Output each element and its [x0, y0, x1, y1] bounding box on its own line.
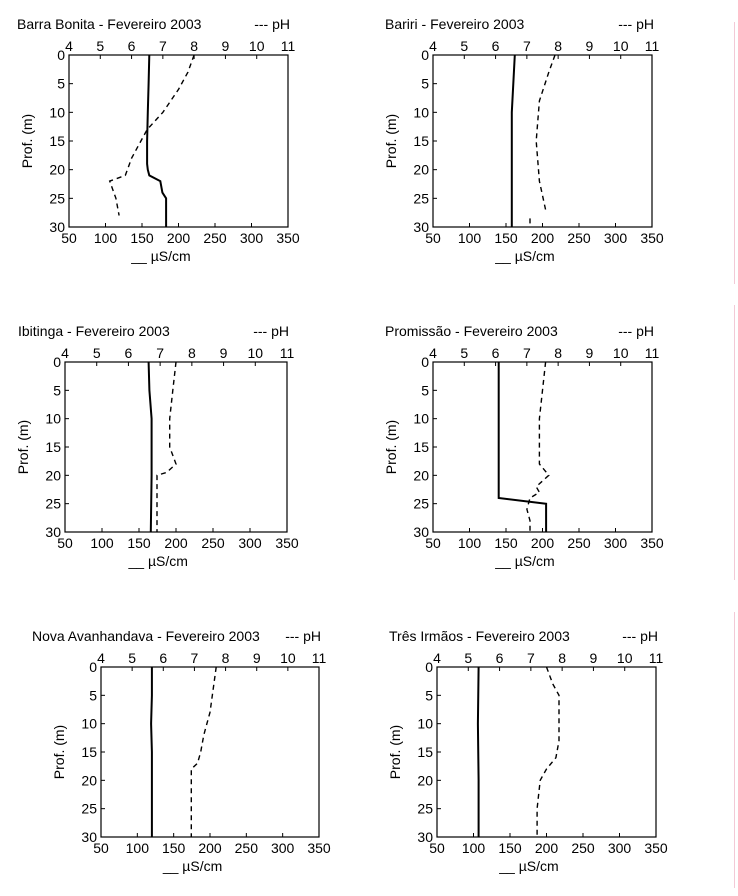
- x-top-tick-label: 11: [279, 345, 295, 361]
- x-top-tick-label: 9: [221, 38, 230, 54]
- ph-legend: --- pH: [253, 323, 289, 339]
- x-top-tick-label: 4: [433, 650, 441, 666]
- y-tick-label: 5: [421, 382, 429, 399]
- x-bottom-tick-label: 200: [530, 535, 555, 551]
- x-bottom-tick-label: 350: [640, 535, 664, 551]
- ph-series-line: [157, 362, 176, 532]
- x-top-tick-label: 10: [616, 650, 633, 666]
- x-top-tick-label: 10: [612, 38, 629, 54]
- y-tick-label: 15: [413, 133, 429, 149]
- y-tick-label: 30: [49, 219, 65, 235]
- x-top-tick-label: 7: [522, 38, 531, 54]
- y-tick-label: 25: [49, 190, 65, 207]
- y-tick-label: 15: [413, 439, 429, 455]
- x-bottom-tick-label: 150: [127, 535, 151, 551]
- x-bottom-tick-label: 150: [494, 230, 518, 246]
- conductivity-series-line: [151, 667, 152, 837]
- conductivity-series-line: [478, 667, 479, 837]
- y-tick-label: 20: [49, 161, 65, 178]
- x-bottom-tick-label: 300: [603, 535, 628, 551]
- y-tick-label: 0: [421, 47, 429, 63]
- x-bottom-tick-label: 150: [130, 230, 154, 246]
- x-bottom-axis-label: __ µS/cm: [495, 553, 555, 569]
- x-bottom-tick-label: 300: [239, 230, 264, 246]
- y-tick-label: 15: [45, 439, 61, 455]
- x-bottom-tick-label: 350: [276, 230, 300, 246]
- x-top-tick-label: 7: [522, 345, 531, 361]
- y-tick-label: 20: [45, 467, 61, 484]
- y-tick-label: 5: [57, 75, 65, 92]
- y-tick-label: 0: [421, 354, 429, 370]
- chart-panel-6: [387, 628, 668, 874]
- y-tick-label: 20: [417, 772, 433, 789]
- chart-title: Três Irmãos - Fevereiro 2003: [389, 628, 570, 644]
- x-top-tick-label: 10: [248, 38, 265, 54]
- x-top-tick-label: 10: [247, 345, 264, 361]
- x-bottom-tick-label: 50: [93, 840, 109, 856]
- x-bottom-tick-label: 200: [166, 230, 191, 246]
- ph-legend: --- pH: [622, 628, 658, 644]
- chart-panel-3: [15, 323, 299, 569]
- y-tick-label: 10: [81, 715, 97, 732]
- x-bottom-tick-label: 300: [238, 535, 262, 551]
- x-top-tick-label: 9: [585, 345, 594, 361]
- ph-series-line: [191, 667, 216, 837]
- x-top-tick-label: 8: [554, 38, 563, 54]
- y-tick-label: 15: [417, 744, 433, 760]
- y-tick-label: 15: [49, 133, 65, 149]
- chart-title: Barra Bonita - Fevereiro 2003: [17, 16, 202, 32]
- x-bottom-tick-label: 350: [644, 840, 668, 856]
- x-top-tick-label: 6: [127, 38, 136, 54]
- x-bottom-tick-label: 250: [571, 840, 595, 856]
- y-tick-label: 5: [425, 687, 433, 704]
- x-bottom-tick-label: 150: [494, 535, 518, 551]
- chart-title: Ibitinga - Fevereiro 2003: [18, 323, 170, 339]
- y-tick-label: 30: [417, 829, 433, 845]
- x-top-tick-label: 11: [644, 38, 660, 54]
- x-bottom-tick-label: 300: [607, 840, 632, 856]
- x-bottom-tick-label: 350: [307, 840, 331, 856]
- y-tick-label: 25: [413, 495, 429, 512]
- y-tick-label: 10: [413, 410, 429, 427]
- y-tick-label: 10: [45, 410, 61, 427]
- y-tick-label: 25: [417, 800, 433, 817]
- x-bottom-tick-label: 250: [234, 840, 259, 856]
- x-bottom-tick-label: 50: [61, 230, 77, 246]
- x-top-tick-label: 8: [187, 345, 196, 361]
- plot-frame: [437, 667, 656, 837]
- x-bottom-tick-label: 100: [457, 535, 482, 551]
- y-tick-label: 0: [53, 354, 61, 370]
- y-axis-label: Prof. (m): [51, 724, 67, 780]
- y-tick-label: 0: [89, 659, 97, 675]
- chart-title: Nova Avanhandava - Fevereiro 2003: [32, 628, 260, 644]
- x-top-tick-label: 8: [221, 650, 230, 666]
- chart-panel-2: [383, 16, 664, 264]
- chart-title: Bariri - Fevereiro 2003: [385, 16, 525, 32]
- x-bottom-tick-label: 200: [198, 840, 222, 856]
- x-top-tick-label: 4: [97, 650, 105, 666]
- x-top-tick-label: 7: [190, 650, 199, 666]
- x-bottom-tick-label: 100: [457, 230, 482, 246]
- conductivity-series-line: [147, 55, 166, 227]
- x-top-tick-label: 5: [128, 650, 137, 666]
- x-top-tick-label: 5: [460, 38, 469, 54]
- x-top-tick-label: 5: [96, 38, 105, 54]
- y-tick-label: 20: [413, 467, 429, 484]
- y-axis-label: Prof. (m): [387, 724, 403, 780]
- x-bottom-tick-label: 100: [125, 840, 150, 856]
- x-bottom-axis-label: __ µS/cm: [495, 248, 555, 264]
- x-bottom-tick-label: 200: [530, 230, 555, 246]
- page-edge-mark: [734, 612, 735, 888]
- x-top-tick-label: 11: [648, 650, 664, 666]
- y-axis-label: Prof. (m): [15, 419, 31, 475]
- x-top-tick-label: 8: [558, 650, 567, 666]
- x-top-tick-label: 7: [156, 345, 165, 361]
- plot-frame: [101, 667, 319, 837]
- x-bottom-tick-label: 50: [425, 230, 441, 246]
- x-bottom-tick-label: 200: [164, 535, 188, 551]
- x-top-tick-label: 8: [190, 38, 199, 54]
- x-bottom-tick-label: 300: [270, 840, 295, 856]
- x-bottom-axis-label: __ µS/cm: [131, 248, 191, 264]
- x-bottom-tick-label: 100: [90, 535, 114, 551]
- x-bottom-tick-label: 50: [425, 535, 441, 551]
- plot-frame: [69, 55, 288, 227]
- x-bottom-tick-label: 150: [498, 840, 522, 856]
- y-tick-label: 25: [45, 495, 61, 512]
- ph-series-line: [110, 55, 194, 216]
- page-edge-mark: [734, 305, 735, 580]
- plot-frame: [433, 55, 652, 227]
- x-bottom-tick-label: 50: [57, 535, 73, 551]
- ph-legend: --- pH: [618, 16, 654, 32]
- x-bottom-tick-label: 250: [567, 230, 591, 246]
- x-bottom-tick-label: 350: [275, 535, 299, 551]
- chart-title: Promissão - Fevereiro 2003: [385, 323, 558, 339]
- x-top-tick-label: 9: [585, 38, 594, 54]
- y-tick-label: 0: [57, 47, 65, 63]
- chart-panel-4: [383, 323, 664, 569]
- x-top-tick-label: 9: [589, 650, 598, 666]
- x-top-tick-label: 6: [491, 345, 500, 361]
- y-axis-label: Prof. (m): [19, 113, 35, 169]
- y-tick-label: 30: [413, 219, 429, 235]
- y-tick-label: 10: [49, 104, 65, 121]
- x-bottom-tick-label: 250: [201, 535, 225, 551]
- x-bottom-tick-label: 300: [603, 230, 628, 246]
- y-tick-label: 30: [81, 829, 97, 845]
- x-top-tick-label: 6: [495, 650, 504, 666]
- x-top-tick-label: 4: [65, 38, 73, 54]
- x-top-tick-label: 7: [158, 38, 167, 54]
- chart-panel-1: [17, 16, 300, 264]
- y-axis-label: Prof. (m): [383, 419, 399, 475]
- y-tick-label: 5: [89, 687, 97, 704]
- y-tick-label: 20: [81, 772, 97, 789]
- x-top-tick-label: 6: [159, 650, 168, 666]
- y-tick-label: 30: [45, 524, 61, 540]
- page-edge-mark: [734, 22, 735, 284]
- x-top-tick-label: 11: [644, 345, 660, 361]
- x-top-tick-label: 6: [491, 38, 500, 54]
- ph-legend: --- pH: [254, 16, 290, 32]
- chart-panel-5: [32, 628, 331, 874]
- x-bottom-axis-label: __ µS/cm: [162, 858, 223, 874]
- ph-legend: --- pH: [618, 323, 654, 339]
- x-top-tick-label: 4: [61, 345, 69, 361]
- ph-series-line: [536, 55, 555, 210]
- x-top-tick-label: 4: [429, 38, 437, 54]
- x-bottom-tick-label: 150: [161, 840, 186, 856]
- ph-series-line: [537, 667, 559, 837]
- y-tick-label: 25: [413, 190, 429, 207]
- y-tick-label: 20: [413, 161, 429, 178]
- x-bottom-tick-label: 250: [203, 230, 227, 246]
- x-top-tick-label: 11: [311, 650, 327, 666]
- plot-frame: [433, 362, 652, 532]
- x-bottom-axis-label: __ µS/cm: [499, 858, 559, 874]
- conductivity-series-line: [149, 362, 152, 532]
- x-top-tick-label: 5: [460, 345, 469, 361]
- y-tick-label: 10: [413, 104, 429, 121]
- x-top-tick-label: 9: [252, 650, 261, 666]
- x-bottom-tick-label: 50: [429, 840, 445, 856]
- plot-frame: [65, 362, 287, 532]
- x-top-tick-label: 4: [429, 345, 437, 361]
- x-top-tick-label: 10: [612, 345, 629, 361]
- x-top-tick-label: 5: [92, 345, 101, 361]
- x-bottom-tick-label: 250: [567, 535, 591, 551]
- x-top-tick-label: 9: [219, 345, 228, 361]
- x-top-tick-label: 7: [526, 650, 535, 666]
- x-top-tick-label: 5: [464, 650, 473, 666]
- y-tick-label: 5: [421, 75, 429, 92]
- x-bottom-tick-label: 100: [93, 230, 118, 246]
- y-tick-label: 0: [425, 659, 433, 675]
- ph-legend: --- pH: [285, 628, 321, 644]
- x-bottom-tick-label: 200: [534, 840, 559, 856]
- x-top-tick-label: 11: [280, 38, 296, 54]
- x-bottom-axis-label: __ µS/cm: [128, 553, 188, 569]
- y-tick-label: 10: [417, 715, 433, 732]
- x-bottom-tick-label: 100: [461, 840, 486, 856]
- x-top-tick-label: 10: [280, 650, 296, 666]
- x-bottom-tick-label: 350: [640, 230, 664, 246]
- y-axis-label: Prof. (m): [383, 113, 399, 169]
- y-tick-label: 30: [413, 524, 429, 540]
- x-top-tick-label: 6: [124, 345, 133, 361]
- y-tick-label: 25: [81, 800, 97, 817]
- x-top-tick-label: 8: [554, 345, 563, 361]
- y-tick-label: 15: [81, 744, 97, 760]
- conductivity-series-line: [512, 55, 515, 227]
- y-tick-label: 5: [53, 382, 61, 399]
